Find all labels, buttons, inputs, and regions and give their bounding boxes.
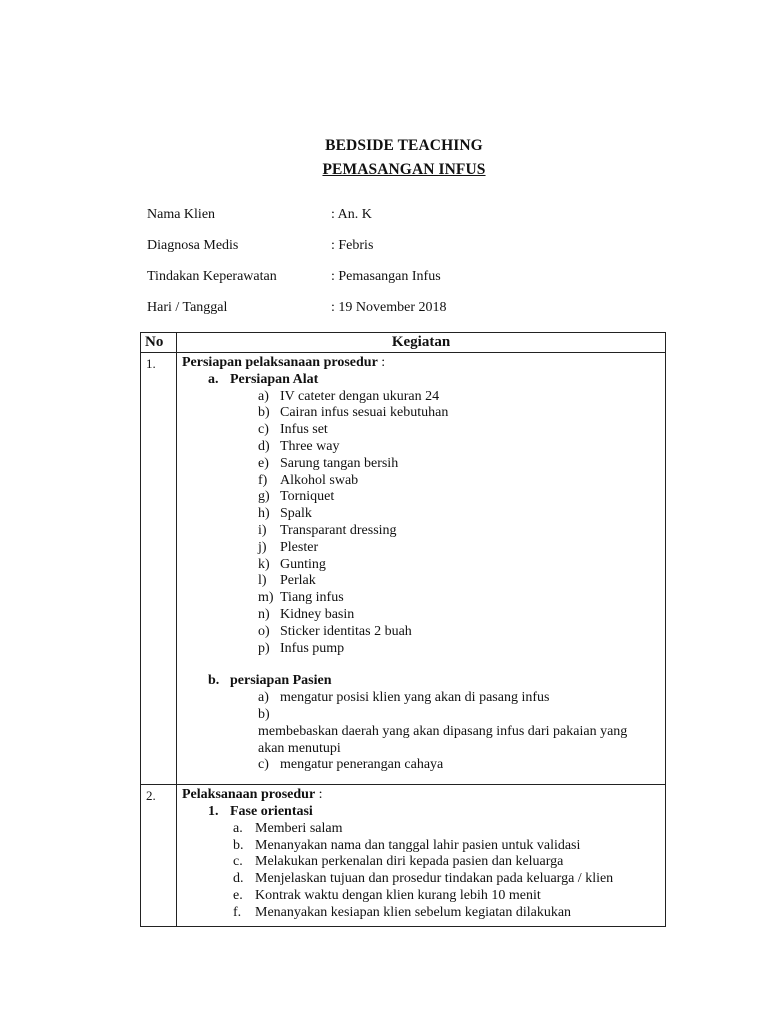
list-item: n) Kidney basin — [258, 606, 355, 622]
list-item: d. Menjelaskan tujuan dan prosedur tindakan pada keluarga / klien — [233, 871, 614, 887]
row-number: 1. — [141, 353, 177, 785]
kegiatan-table — [140, 332, 666, 927]
list-item: c) Infus set — [258, 422, 328, 438]
row-content — [177, 353, 666, 785]
info-label: Nama Klien — [147, 207, 216, 222]
list-item: e) Sarung tangan bersih — [258, 455, 399, 471]
list-item: h) Spalk — [258, 506, 312, 522]
list-item: a) mengatur posisi klien yang akan di pasang infus — [258, 690, 550, 706]
document-subtitle: PEMASANGAN INFUS — [322, 161, 486, 178]
info-label: Diagnosa Medis — [147, 238, 239, 253]
list-item: b. Menanyakan nama dan tanggal lahir pasien untuk validasi — [233, 837, 581, 853]
row-content — [177, 785, 666, 926]
list-item: o) Sticker identitas 2 buah — [258, 623, 412, 639]
subsection-title: a. Persiapan Alat — [208, 371, 319, 387]
list-item: f. Menanyakan kesiapan klien sebelum kegiatan dilakukan — [233, 904, 572, 920]
list-item: c. Melakukan perkenalan diri kepada pasien dan keluarga — [233, 854, 564, 870]
list-item: b)membebaskan daerah yang akan dipasang infus dari pakaian yang akan menutupi — [258, 706, 628, 756]
header-kegiatan: Kegiatan — [177, 333, 666, 353]
section-title: Persiapan pelaksanaan prosedur : — [182, 355, 386, 370]
header-no: No — [141, 333, 177, 353]
spacer — [182, 774, 665, 780]
info-value: : 19 November 2018 — [331, 300, 447, 315]
info-label: Hari / Tanggal — [147, 300, 228, 315]
list-item: c) mengatur penerangan cahaya — [258, 757, 444, 773]
list-item: j) Plester — [258, 539, 319, 555]
info-value: : Febris — [331, 238, 374, 253]
document-title: BEDSIDE TEACHING — [325, 137, 483, 154]
list-item: p) Infus pump — [258, 640, 345, 656]
info-value: : Pemasangan Infus — [331, 269, 441, 284]
table-header-row — [141, 333, 666, 353]
list-item: e. Kontrak waktu dengan klien kurang lebih 10 menit — [233, 887, 541, 903]
list-item: l) Perlak — [258, 573, 316, 589]
list-item: i) Transparant dressing — [258, 522, 397, 538]
subsection-title: 1. Fase orientasi — [208, 803, 313, 819]
list-item: g) Torniquet — [258, 489, 335, 505]
table-row — [141, 785, 666, 926]
list-item: f) Alkohol swab — [258, 472, 359, 488]
list-item: d) Three way — [258, 438, 340, 454]
list-item: k) Gunting — [258, 556, 326, 572]
list-item: b) Cairan infus sesuai kebutuhan — [258, 405, 449, 421]
info-value: : An. K — [331, 207, 372, 222]
list-item: a. Memberi salam — [233, 820, 343, 836]
section-title: Pelaksanaan prosedur : — [182, 787, 323, 803]
info-label: Tindakan Keperawatan — [147, 269, 277, 284]
spacer — [182, 657, 665, 673]
table-row — [141, 353, 666, 785]
row-number: 2. — [141, 785, 177, 926]
subsection-title: b. persiapan Pasien — [208, 673, 332, 689]
list-item: m) Tiang infus — [258, 590, 344, 606]
list-item: a) IV cateter dengan ukuran 24 — [258, 388, 440, 404]
